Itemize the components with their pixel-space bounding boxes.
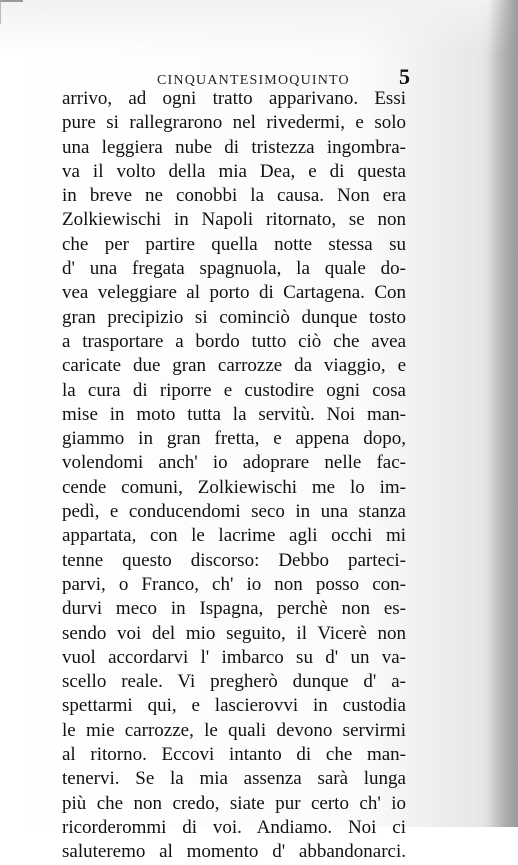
page-top-shadow xyxy=(0,0,518,55)
text-line: in breve ne conobbi la causa. Non era xyxy=(62,185,406,207)
text-line: arrivo, ad ogni tratto apparivano. Essi xyxy=(62,88,406,109)
text-line: scello reale. Vi pregherò dunque d' a- xyxy=(62,671,406,693)
text-line: spettarmi qui, e lascierovvi in custodia xyxy=(62,695,406,717)
text-line: cende comuni, Zolkiewischi me lo im- xyxy=(62,476,406,498)
text-line: che per partire quella notte stessa su xyxy=(62,233,406,255)
text-line: la cura di riporre e custodire ogni cosa xyxy=(62,379,406,401)
text-line: vuol accordarvi l' imbarco su d' un va- xyxy=(62,646,406,668)
text-line: al ritorno. Eccovi intanto di che man- xyxy=(62,744,406,766)
text-line: le mie carrozze, le quali devono servirmi xyxy=(62,719,406,741)
text-line: a trasportare a bordo tutto ciò che avea xyxy=(62,330,406,352)
text-line: pedì, e conducendomi seco in una stanza xyxy=(62,501,406,523)
text-line: ricorderommi di voi. Andiamo. Noi ci xyxy=(62,816,406,838)
page-corner xyxy=(0,0,23,24)
text-line: tenne questo discorso: Debbo parteci- xyxy=(62,549,406,571)
text-line: volendomi anch' io adoprare nelle fac- xyxy=(62,452,406,474)
text-line: sendo voi del mio seguito, il Vicerè non xyxy=(62,622,406,644)
text-line: gran precipizio si cominciò dunque tosto xyxy=(62,306,406,328)
text-line: vea veleggiare al porto di Cartagena. Con xyxy=(62,282,406,304)
text-line: una leggiera nube di tristezza ingombra- xyxy=(62,136,406,158)
page-number: 5 xyxy=(399,64,410,89)
text-line: durvi meco in Ispagna, perchè non es- xyxy=(62,598,406,620)
running-title: CINQUANTESIMOQUINTO xyxy=(157,73,350,88)
text-line: caricate due gran carrozze da viaggio, e xyxy=(62,355,406,377)
text-line: giammo in gran fretta, e appena dopo, xyxy=(62,428,406,450)
text-line: parvi, o Franco, ch' io non posso con- xyxy=(62,573,406,595)
text-line: mise in moto tutta la servitù. Noi man- xyxy=(62,403,406,425)
text-line: Zolkiewischi in Napoli ritornato, se non xyxy=(62,209,406,231)
text-line: va il volto della mia Dea, e di questa xyxy=(62,160,406,182)
text-line: d' una fregata spagnuola, la quale do- xyxy=(62,258,406,280)
text-line: appartata, con le lacrime agli occhi mi xyxy=(62,525,406,547)
text-line: saluteremo al momento d' abbandonarci. xyxy=(62,841,406,863)
text-line: pure si rallegrarono nel rivedermi, e solo xyxy=(62,112,406,134)
body-text xyxy=(62,87,406,865)
page-edge-shadow xyxy=(488,0,518,827)
text-line: tenervi. Se la mia assenza sarà lunga xyxy=(62,768,406,790)
text-line: più che non credo, siate pur certo ch' io xyxy=(62,792,406,814)
